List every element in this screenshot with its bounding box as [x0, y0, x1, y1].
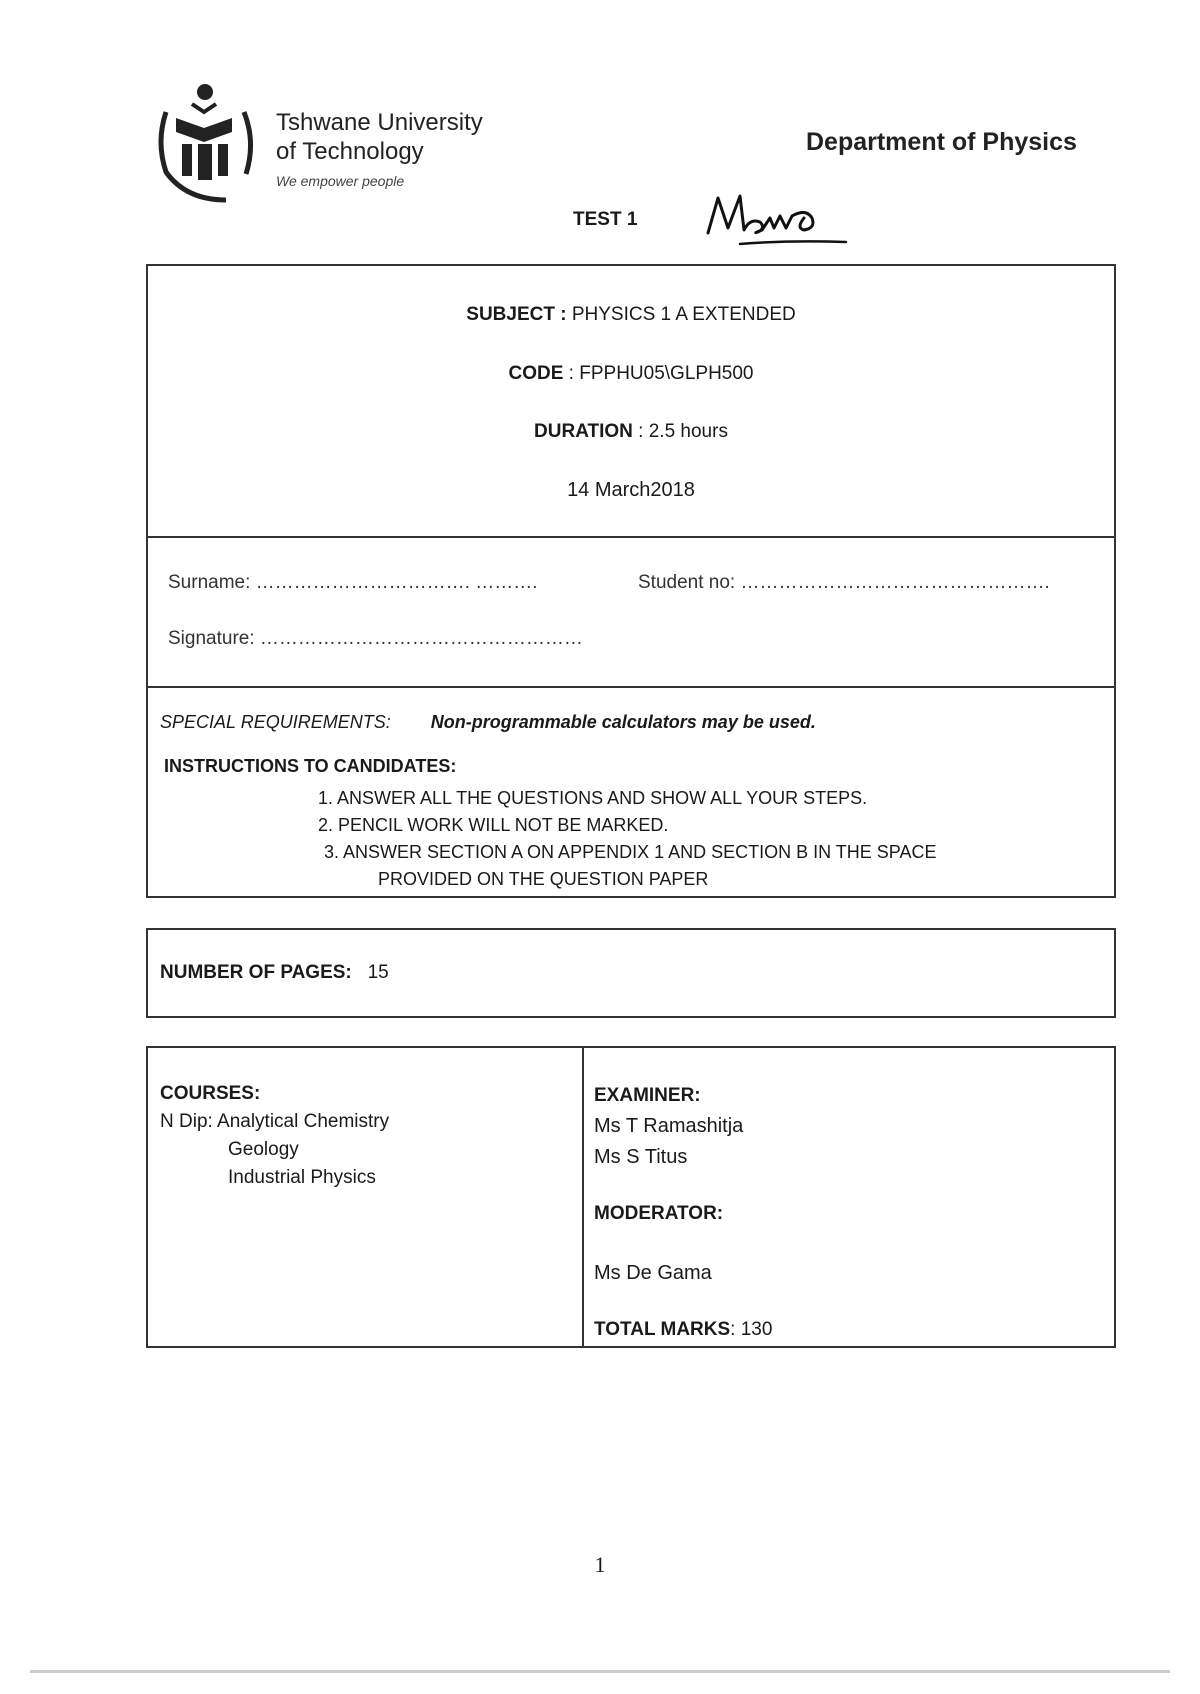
department-title: Department of Physics — [806, 128, 1077, 156]
instruction-item: 1. ANSWER ALL THE QUESTIONS AND SHOW ALL YOUR STEPS. — [318, 788, 868, 808]
courses-list: COURSES: N Dip: Analytical Chemistry Geology Industrial Physics — [160, 1080, 389, 1192]
divider — [148, 536, 1114, 538]
signature-field[interactable]: Signature: …………………………………………… — [168, 628, 583, 649]
examiner-name: Ms T Ramashitja — [594, 1115, 744, 1137]
subject-line: SUBJECT : PHYSICS 1 A EXTENDED — [466, 304, 796, 325]
course-item: Industrial Physics — [228, 1167, 376, 1188]
total-marks: TOTAL MARKS: 130 — [594, 1319, 773, 1340]
pages-box — [146, 928, 1116, 1018]
divider — [148, 686, 1114, 688]
instructions-title: INSTRUCTIONS TO CANDIDATES: — [164, 756, 457, 776]
surname-field[interactable]: Surname: ……………………………. ………. — [168, 572, 538, 593]
special-requirements: SPECIAL REQUIREMENTS: Non-programmable calculators may be used. — [160, 712, 816, 732]
exam-info-box — [146, 264, 1116, 898]
university-logo — [146, 82, 264, 204]
exam-date: 14 March2018 — [567, 479, 695, 501]
university-name: Tshwane University of Technology — [276, 109, 483, 165]
moderator-label: MODERATOR: — [594, 1203, 724, 1224]
instruction-item: 3. ANSWER SECTION A ON APPENDIX 1 AND SECTION B IN THE SPACE — [324, 842, 937, 862]
moderator-name: Ms De Gama — [594, 1262, 712, 1284]
courses-staff-box — [146, 1046, 1116, 1348]
column-divider — [582, 1048, 584, 1346]
instruction-item: PROVIDED ON THE QUESTION PAPER — [378, 869, 709, 889]
course-item: N Dip: Analytical Chemistry — [160, 1111, 390, 1132]
instruction-item: 2. PENCIL WORK WILL NOT BE MARKED. — [318, 815, 669, 835]
number-of-pages: NUMBER OF PAGES: 15 — [160, 962, 389, 983]
page-number: 1 — [594, 1552, 606, 1577]
examiner-section: EXAMINER: Ms T Ramashitja Ms S Titus — [594, 1080, 743, 1173]
handwritten-memo-signature — [700, 188, 850, 258]
test-label: TEST 1 — [573, 209, 638, 230]
course-item: Geology — [228, 1139, 299, 1160]
university-tagline: We empower people — [276, 173, 405, 189]
duration-line: DURATION : 2.5 hours — [534, 421, 728, 442]
examiner-name: Ms S Titus — [594, 1146, 688, 1168]
code-line: CODE : FPPHU05\GLPH500 — [508, 363, 754, 384]
scan-edge — [30, 1670, 1170, 1673]
student-number-field[interactable]: Student no: …………………………………………. — [638, 572, 1050, 593]
